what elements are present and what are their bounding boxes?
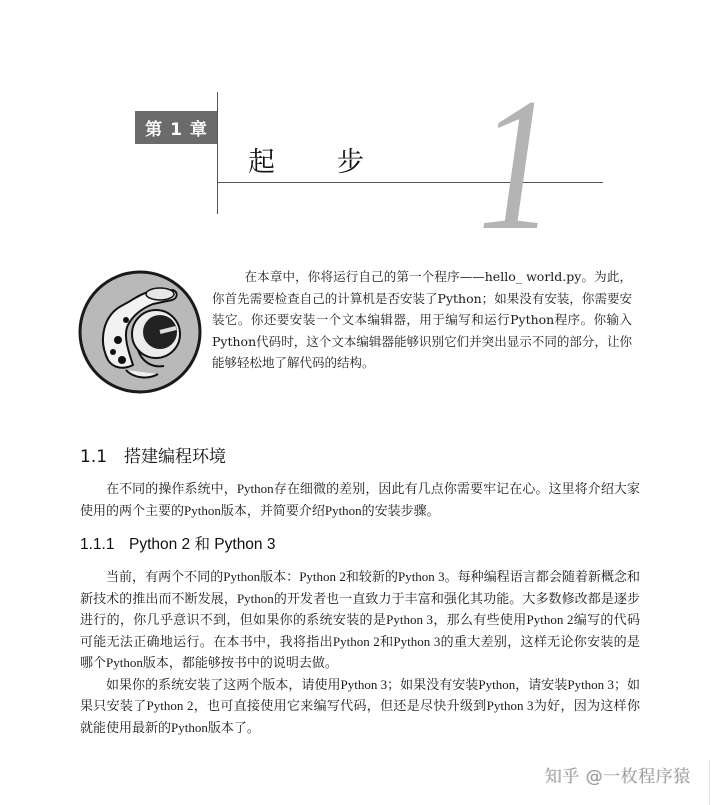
section-heading-1-1 (80, 442, 226, 467)
zhihu-watermark: 知乎 @一枚程序猿 (545, 767, 691, 787)
subsection-number: 1.1.1 (80, 536, 115, 553)
section-heading-1-1-1 (80, 532, 275, 554)
section-1-1-1-body (80, 566, 640, 738)
vertical-divider (217, 92, 218, 214)
page-edge (709, 760, 720, 805)
subsection-title: Python 2 和 Python 3 (129, 536, 276, 553)
body-paragraph: 如果你的系统安装了这两个版本，请使用Python 3；如果没有安装Python，请安装Python 3；如果只安装了Python 2，也可直接使用它来编写代码，但还是尽快升级到Python 3为好，因为这样你就能使用最新的Python版本了。 (80, 676, 640, 735)
body-paragraph: 当前，有两个不同的Python版本：Python 2和较新的Python 3。每种编程语言都会随着新概念和新技术的推出而不断发展，Python的开发者也一直致力于丰富和强化其功能。大多数修改都是逐步进行的，你几乎意识不到，但如果你的系统安装的是Python 3，那么有些使用Python 2编写的代码可能无法正确地运行。在本书中，我将指出Python 2和Python 3的重大差别，这样无论你安装的是哪个Python版本，都能够按书中的说明去做。 (80, 569, 640, 670)
chapter-title-char-1: 起 (248, 147, 275, 178)
chapter-label-badge: 第 1 章 (135, 111, 218, 144)
snake-engine-icon (78, 270, 202, 394)
chapter-title-char-2: 步 (337, 147, 364, 178)
section-1-1-body (80, 478, 640, 521)
section-number: 1.1 (80, 447, 108, 467)
chapter-intro (212, 266, 632, 374)
section-title: 搭建编程环境 (124, 447, 226, 467)
body-paragraph: 在不同的操作系统中，Python存在细微的差别，因此有几点你需要牢记在心。这里将介绍大家使用的两个主要的Python版本，并简要介绍Python的安装步骤。 (80, 481, 640, 518)
python-logo-image (78, 270, 202, 394)
chapter-number-large: 1 (478, 60, 554, 270)
chapter-title (248, 140, 364, 179)
intro-paragraph: 在本章中，你将运行自己的第一个程序——hello_ world.py。为此，你首先需要检查自己的计算机是否安装了Python；如果没有安装，你需要安装它。你还要安装一个文本编辑器，用于编写和运行Python程序。你输入Python代码时，这个文本编辑器能够识别它们并突出显示不同的部分，让你能够轻松地了解代码的结构。 (212, 269, 632, 370)
